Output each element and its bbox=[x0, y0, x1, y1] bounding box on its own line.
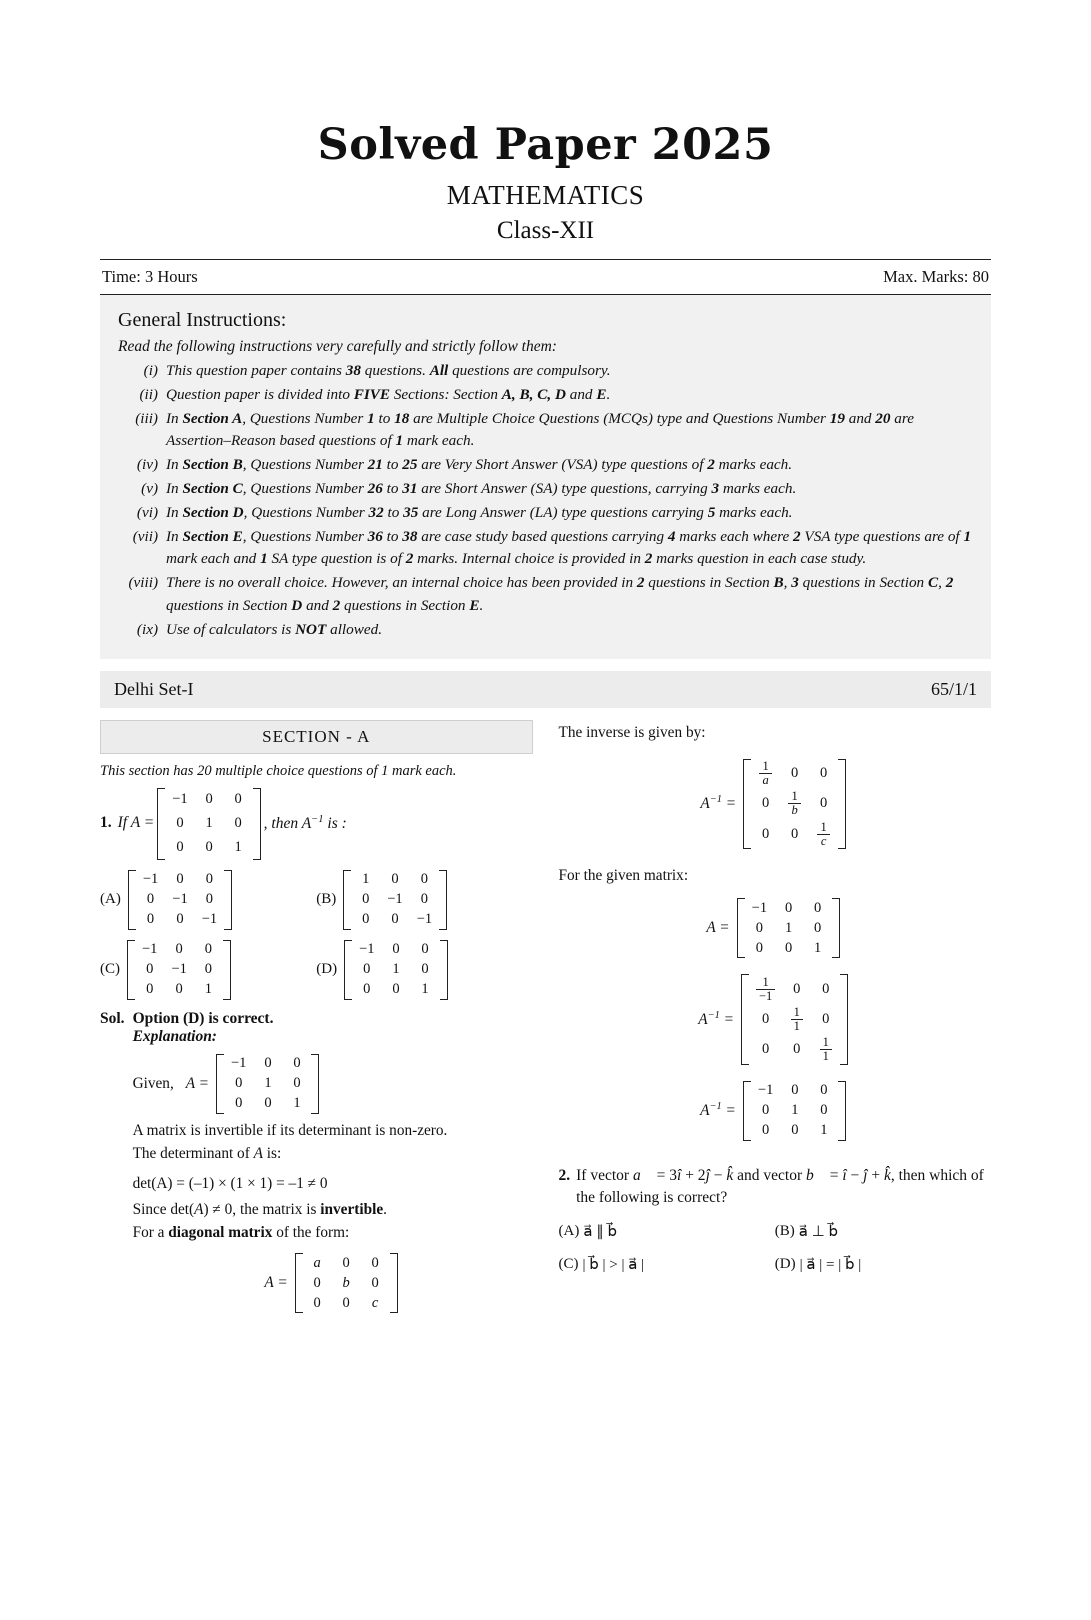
page bbox=[0, 120, 1091, 1313]
q2-option-D-text: | a⃗ | = | b⃗ | bbox=[799, 1256, 862, 1273]
option-C[interactable] bbox=[100, 940, 316, 1000]
q2-options-row-1 bbox=[559, 1222, 992, 1241]
q2-option-D[interactable] bbox=[775, 1255, 991, 1274]
list-item bbox=[116, 478, 975, 501]
solution-body bbox=[133, 1010, 533, 1314]
item-number: (vii) bbox=[132, 527, 158, 545]
given-matrix-2: −1 0 0 0 1 0 0 0 1 bbox=[737, 898, 840, 958]
class-title: Class-XII bbox=[496, 217, 595, 244]
determinant-equation: det(A) = (–1) × (1 × 1) = –1 ≠ 0 bbox=[132, 1175, 328, 1193]
right-column bbox=[559, 720, 992, 1314]
inverse-equation-3 bbox=[559, 1081, 992, 1141]
inverse-lhs: $A^{-1}$ = bbox=[700, 794, 737, 813]
instructions-list bbox=[116, 360, 975, 642]
q2-option-C[interactable] bbox=[559, 1255, 775, 1274]
q2-option-B[interactable] bbox=[775, 1222, 991, 1241]
question-text: If vector a⃗ = 3î + 2ĵ − k̂ and vector b⃗ = î − ĵ + k̂, then which of the following is correct? bbox=[576, 1166, 984, 1207]
item-text: In Section A, Questions Number 1 to 18 are Multiple Choice Questions (MCQs) type and Questions Number 19 and 20 are Assertion–Reason based questions of 1 mark each. bbox=[166, 409, 914, 450]
item-text: In Section D, Questions Number 32 to 35 are Long Answer (LA) type questions carrying 5 marks each. bbox=[166, 503, 793, 521]
diagonal-equation bbox=[133, 1253, 533, 1313]
section-header: SECTION - A bbox=[100, 720, 533, 754]
inverse-matrix-2: $\frac{1}{-1}$ 0 0 0 $\frac{1}{1}$ 0 0 0 $\frac{1}{1}$ bbox=[741, 974, 848, 1065]
given-label: Given, bbox=[132, 1074, 174, 1092]
list-item bbox=[116, 502, 975, 525]
option-label: (B) bbox=[774, 1222, 795, 1239]
item-number: (iv) bbox=[136, 456, 158, 474]
explanation-label: Explanation: bbox=[132, 1027, 217, 1045]
list-item bbox=[116, 526, 975, 572]
diag-eq: A = bbox=[264, 1274, 288, 1292]
line-invertible: A matrix is invertible if its determinant is non-zero. bbox=[132, 1121, 448, 1139]
list-item bbox=[116, 572, 975, 618]
q2-option-A-text: a⃗ ∥ b⃗ bbox=[583, 1223, 618, 1240]
item-number: (ii) bbox=[139, 385, 158, 403]
inverse-intro: The inverse is given by: bbox=[558, 723, 706, 741]
inverse-matrix: $\frac{1}{a}$ 0 0 0 $\frac{1}{b}$ 0 0 0 $\frac{1}{c}$ bbox=[743, 759, 846, 850]
option-label: (C) bbox=[558, 1255, 579, 1272]
option-label: (A) bbox=[558, 1222, 580, 1239]
subject-title: MATHEMATICS bbox=[446, 180, 645, 210]
item-text: This question paper contains 38 questions. All questions are compulsory. bbox=[166, 362, 611, 379]
instructions-heading: General Instructions: bbox=[118, 309, 287, 331]
inverse-lhs-3: $A^{-1}$ = bbox=[700, 1101, 736, 1120]
item-number: (v) bbox=[141, 479, 158, 497]
item-text: In Section E, Questions Number 36 to 38 are case study based questions carrying 4 marks each where 2 VSA type questions are of 1 mark each and 1 SA type question is of 2 marks. Internal choice is provided in 2 marks question in each case study. bbox=[166, 527, 972, 568]
q1-prefix: If A = bbox=[117, 814, 155, 832]
option-D[interactable] bbox=[316, 940, 532, 1000]
set-name: Delhi Set-I bbox=[114, 678, 194, 699]
option-A[interactable] bbox=[100, 870, 316, 930]
general-instructions bbox=[100, 295, 991, 659]
item-text: Use of calculators is NOT allowed. bbox=[166, 620, 382, 638]
option-C-matrix: −1 0 0 0 −1 0 0 0 1 bbox=[127, 940, 231, 1000]
instructions-lead: Read the following instructions very carefully and strictly follow them: bbox=[118, 338, 557, 355]
solution-label: Sol. bbox=[100, 1009, 125, 1027]
max-marks: Max. Marks: 80 bbox=[883, 267, 989, 286]
diagonal-matrix: a 0 0 0 b 0 0 0 c bbox=[295, 1253, 398, 1313]
given-equation bbox=[133, 1054, 533, 1114]
option-D-matrix: −1 0 0 0 1 0 0 0 1 bbox=[344, 940, 447, 1000]
given-matrix-equation bbox=[559, 898, 992, 958]
q2-option-C-text: | b⃗ | > | a⃗ | bbox=[582, 1256, 645, 1273]
line-determinant: The determinant of A is: bbox=[132, 1144, 282, 1162]
list-item bbox=[116, 619, 975, 642]
inverse-equation-2 bbox=[559, 974, 992, 1065]
solution-answer: Option (D) is correct. bbox=[132, 1009, 274, 1027]
question-number: 1. bbox=[100, 814, 112, 832]
given-matrix: −1 0 0 0 1 0 0 0 1 bbox=[216, 1054, 319, 1114]
exam-meta-row bbox=[100, 260, 991, 294]
option-label: (C) bbox=[100, 961, 120, 978]
option-label: (A) bbox=[100, 891, 121, 908]
option-B[interactable] bbox=[316, 870, 532, 930]
option-label: (D) bbox=[316, 961, 338, 978]
solution-block bbox=[100, 1010, 533, 1314]
line-diagonal: For a diagonal matrix of the form: bbox=[132, 1224, 350, 1242]
q2-option-A[interactable] bbox=[559, 1222, 775, 1241]
inverse-matrix-3: −1 0 0 0 1 0 0 0 1 bbox=[743, 1081, 846, 1141]
left-column bbox=[100, 720, 533, 1314]
given-matrix-intro: For the given matrix: bbox=[558, 867, 689, 885]
set-row bbox=[100, 671, 991, 708]
option-label: (B) bbox=[316, 891, 337, 908]
two-column-body bbox=[100, 720, 991, 1314]
question-1 bbox=[100, 788, 533, 860]
q2-options-row-2 bbox=[559, 1255, 992, 1274]
question-2 bbox=[559, 1165, 992, 1210]
inverse-equation bbox=[559, 759, 992, 850]
option-B-matrix: 1 0 0 0 −1 0 0 0 −1 bbox=[343, 870, 447, 930]
q1-options-row-2 bbox=[100, 940, 533, 1000]
list-item bbox=[116, 408, 975, 454]
inverse-lhs-2: $A^{-1}$ = bbox=[698, 1010, 734, 1029]
line-since: Since det(A) ≠ 0, the matrix is invertible. bbox=[132, 1201, 387, 1219]
section-hint: This section has 20 multiple choice questions of 1 mark each. bbox=[100, 762, 457, 779]
q1-options-row-1 bbox=[100, 870, 533, 930]
time-allowed: Time: 3 Hours bbox=[102, 267, 198, 286]
item-number: (iii) bbox=[135, 409, 158, 427]
item-text: In Section B, Questions Number 21 to 25 are Very Short Answer (VSA) type questions of 2 marks each. bbox=[166, 456, 793, 474]
item-text: In Section C, Questions Number 26 to 31 are Short Answer (SA) type questions, carrying 3 marks each. bbox=[166, 479, 797, 497]
question-number: 2. bbox=[558, 1166, 571, 1184]
list-item bbox=[116, 360, 975, 383]
item-number: (viii) bbox=[128, 574, 158, 592]
item-number: (i) bbox=[143, 362, 158, 379]
item-text: There is no overall choice. However, an internal choice has been provided in 2 questions in Section B, 3 questions in Section C, 2 questions in Section D and 2 questions in Section E. bbox=[166, 574, 954, 614]
list-item bbox=[116, 384, 975, 407]
item-number: (ix) bbox=[136, 620, 158, 638]
q2-option-B-text: a⃗ ⊥ b⃗ bbox=[798, 1223, 839, 1240]
question-text bbox=[118, 788, 533, 860]
set-code: 65/1/1 bbox=[930, 678, 977, 699]
q1-suffix: , then $A^{-1}$ is : bbox=[263, 813, 347, 832]
given-eq: A = bbox=[185, 1074, 209, 1092]
option-label: (D) bbox=[774, 1255, 796, 1272]
item-number: (vi) bbox=[136, 503, 158, 521]
matrix-A: −1 0 0 0 1 0 0 0 1 bbox=[157, 788, 260, 860]
given-matrix-lhs: A = bbox=[706, 919, 730, 937]
list-item bbox=[116, 454, 975, 477]
page-title: Solved Paper 2025 bbox=[317, 120, 774, 170]
item-text: Question paper is divided into FIVE Sections: Section A, B, C, D and E. bbox=[166, 385, 611, 403]
option-A-matrix: −1 0 0 0 −1 0 0 0 −1 bbox=[128, 870, 232, 930]
